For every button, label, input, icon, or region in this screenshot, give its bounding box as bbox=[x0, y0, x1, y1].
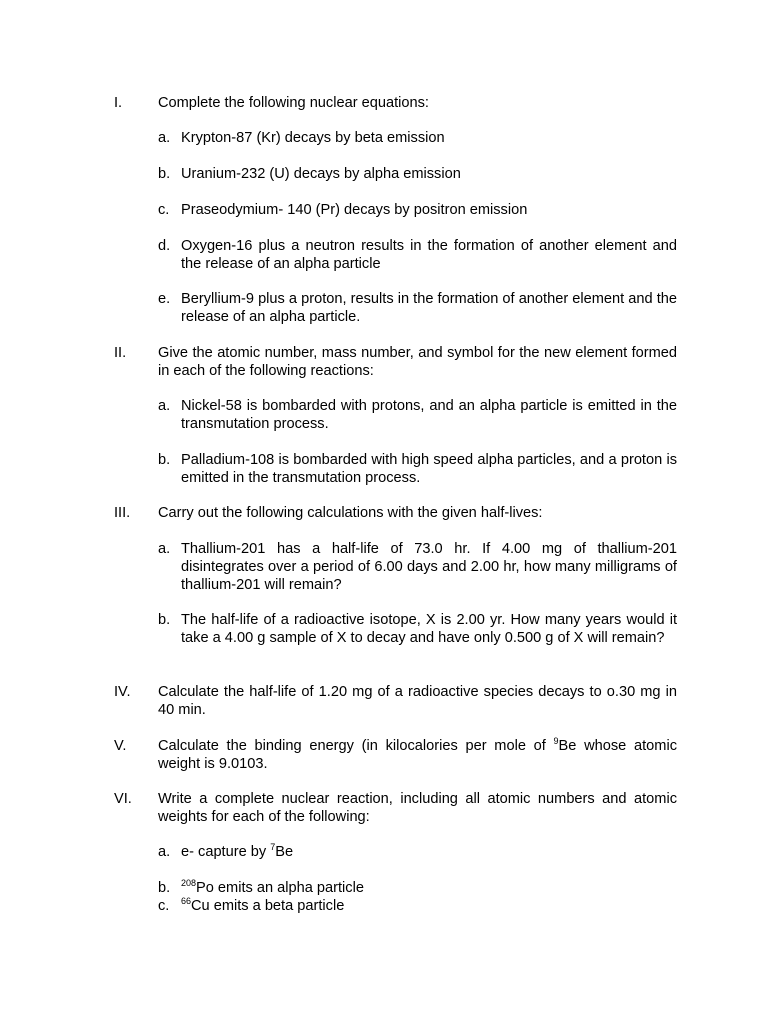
sub-question-letter: c. bbox=[158, 898, 170, 914]
question-number: IV. bbox=[114, 684, 131, 700]
sub-question-text-end: Po emits an alpha particle bbox=[196, 880, 364, 896]
sub-question-letter: a. bbox=[158, 541, 171, 557]
sub-question-text: Thallium-201 has a half-life of 73.0 hr. If 4.00 mg of thallium-201 disintegrates over a period of 6.00 days and 2.00 hr, how many milligrams of thallium-201 will remain? bbox=[181, 541, 677, 593]
sub-question-text: Palladium-108 is bombarded with high speed alpha particles, and a proton is emitted in the transmutation process. bbox=[181, 452, 677, 486]
sub-question-text: Oxygen-16 plus a neutron results in the formation of another element and the release of an alpha particle bbox=[181, 238, 677, 272]
mass-number-superscript: 208 bbox=[181, 878, 197, 888]
sub-question-letter: a. bbox=[158, 130, 171, 146]
question-number: II. bbox=[114, 345, 127, 361]
sub-question-text-start: e- capture by bbox=[181, 844, 271, 860]
sub-question-text: Nickel-58 is bombarded with protons, and an alpha particle is emitted in the transmutation process. bbox=[181, 398, 677, 432]
sub-question-letter: d. bbox=[158, 238, 171, 254]
sub-question-text bbox=[181, 897, 677, 915]
question-text-start: Calculate the binding energy (in kilocalories per mole of bbox=[158, 738, 554, 754]
question-text: Write a complete nuclear reaction, including all atomic numbers and atomic weights for each of the following: bbox=[158, 791, 677, 825]
sub-question-letter: b. bbox=[158, 880, 171, 896]
sub-question-text: Beryllium-9 plus a proton, results in the formation of another element and the release of an alpha particle. bbox=[181, 291, 677, 325]
sub-question-text-end: Cu emits a beta particle bbox=[191, 898, 345, 914]
question-text bbox=[158, 737, 677, 773]
mass-number-superscript: 66 bbox=[181, 896, 192, 906]
sub-question-text: Krypton-87 (Kr) decays by beta emission bbox=[181, 130, 445, 146]
sub-question-letter: e. bbox=[158, 291, 171, 307]
mass-number-superscript: 9 bbox=[553, 736, 559, 746]
sub-question-text: The half-life of a radioactive isotope, X is 2.00 yr. How many years would it take a 4.00 g sample of X to decay and have only 0.500 g of X will remain? bbox=[181, 612, 677, 646]
sub-question-text: Praseodymium- 140 (Pr) decays by positron emission bbox=[181, 202, 528, 218]
sub-question-letter: a. bbox=[158, 398, 171, 414]
question-text: Give the atomic number, mass number, and symbol for the new element formed in each of the following reactions: bbox=[158, 345, 677, 379]
sub-question-text bbox=[181, 879, 677, 897]
question-number: I. bbox=[114, 95, 123, 111]
sub-question-text bbox=[181, 843, 677, 861]
question-text-end: Be whose atomic weight is 9.0103. bbox=[158, 738, 677, 772]
sub-question-letter: a. bbox=[158, 844, 171, 860]
question-number: III. bbox=[114, 505, 131, 521]
mass-number-superscript: 7 bbox=[270, 842, 276, 852]
question-number: V. bbox=[114, 738, 127, 754]
sub-question-letter: b. bbox=[158, 166, 171, 182]
sub-question-letter: b. bbox=[158, 452, 171, 468]
sub-question-text-end: Be bbox=[275, 844, 294, 860]
sub-question-letter: b. bbox=[158, 612, 171, 628]
question-text: Calculate the half-life of 1.20 mg of a radioactive species decays to o.30 mg in 40 min. bbox=[158, 684, 677, 718]
question-number: VI. bbox=[114, 791, 132, 807]
question-text: Complete the following nuclear equations: bbox=[158, 95, 429, 111]
sub-question-text: Uranium-232 (U) decays by alpha emission bbox=[181, 166, 461, 182]
sub-question-letter: c. bbox=[158, 202, 170, 218]
question-text: Carry out the following calculations with the given half-lives: bbox=[158, 505, 543, 521]
